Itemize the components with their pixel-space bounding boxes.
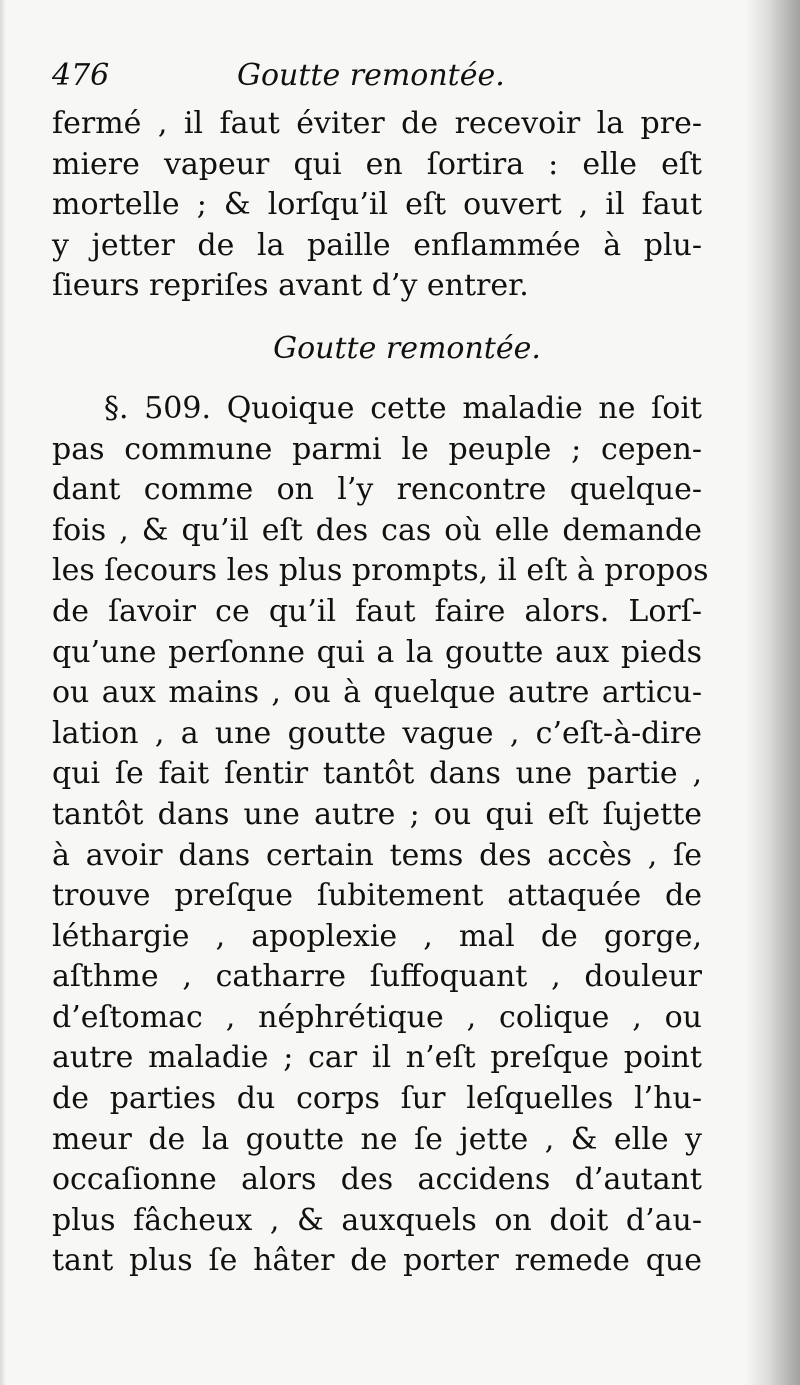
section-title: Goutte remontée. bbox=[273, 330, 541, 366]
text-line: pas commune parmi le peuple ; cepen- bbox=[52, 431, 702, 467]
text-line: à avoir dans certain tems des accès , ſe bbox=[52, 837, 702, 873]
text-line: dant comme on l’y rencontre quelque- bbox=[52, 472, 702, 508]
text-line: ou aux mains , ou à quelque autre articu- bbox=[52, 675, 702, 711]
text-line: d’eſtomac , néphrétique , colique , ou bbox=[52, 999, 702, 1035]
text-line: tant plus ſe hâter de porter remede que bbox=[52, 1243, 702, 1279]
text-line: de parties du corps ſur leſquelles l’hu- bbox=[52, 1081, 702, 1117]
page-header bbox=[52, 52, 702, 104]
text-line: qu’une perſonne qui a la goutte aux pieds bbox=[52, 634, 702, 670]
text-line: ſieurs repriſes avant d’y entrer. bbox=[52, 268, 529, 304]
running-title: Goutte remontée. bbox=[237, 58, 505, 93]
text-line: plus fâcheux , & auxquels on doit d’au- bbox=[52, 1202, 702, 1238]
text-line: occaſionne alors des accidens d’autant bbox=[52, 1162, 702, 1198]
text-line: fermé , il faut éviter de recevoir la pre- bbox=[52, 106, 702, 141]
text-line: fois , & qu’il eſt des cas où elle demande bbox=[52, 512, 702, 548]
text-line: qui ſe fait ſentir tantôt dans une partie , bbox=[52, 756, 702, 792]
text-line: trouve preſque ſubitement attaquée de bbox=[52, 878, 702, 914]
text-line: miere vapeur qui en ſortira : elle eſt bbox=[52, 146, 702, 182]
text-line: les ſecours les plus prompts, il eſt à propos bbox=[52, 553, 709, 589]
text-line: tantôt dans une autre ; ou qui eſt ſujette bbox=[52, 796, 702, 832]
top-paragraph bbox=[52, 104, 702, 307]
text-line: aſthme , catharre ſuffoquant , douleur bbox=[52, 959, 702, 995]
text-line: de ſavoir ce qu’il faut faire alors. Lorſ- bbox=[52, 593, 702, 629]
text-line: §. 509. Quoique cette maladie ne ſoit bbox=[104, 390, 702, 426]
page-number: 476 bbox=[52, 58, 110, 93]
page-gutter-shadow bbox=[745, 0, 800, 1385]
text-line: autre maladie ; car il n’eſt preſque point bbox=[52, 1040, 702, 1076]
text-block bbox=[52, 52, 709, 1282]
text-line: léthargie , apoplexie , mal de gorge, bbox=[52, 918, 702, 954]
text-line: lation , a une goutte vague , c’eſt-à-dire bbox=[52, 715, 702, 751]
text-line: mortelle ; & lorſqu’il eſt ouvert , il faut bbox=[52, 187, 702, 223]
text-line: meur de la goutte ne ſe jette , & elle y bbox=[52, 1121, 702, 1157]
main-paragraph bbox=[52, 389, 709, 1282]
page-left-edge bbox=[0, 0, 6, 1385]
text-line: y jetter de la paille enflammée à plu- bbox=[52, 227, 702, 263]
